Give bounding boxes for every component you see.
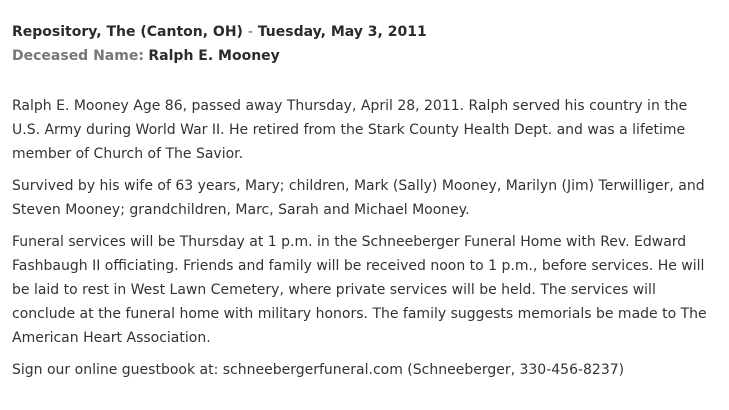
publication-header bbox=[12, 20, 717, 44]
deceased-name-value: Ralph E. Mooney bbox=[148, 48, 280, 64]
publication-date: Tuesday, May 3, 2011 bbox=[257, 24, 427, 40]
deceased-name-line bbox=[12, 44, 717, 68]
publication-name: Repository, The (Canton, OH) bbox=[12, 24, 243, 40]
deceased-name-label: Deceased Name: bbox=[12, 48, 144, 64]
obituary-paragraph-2: Survived by his wife of 63 years, Mary; children, Mark (Sally) Mooney, Marilyn (Jim) Terwilliger, and Steven Mooney; grandchildren, Marc, Sarah and Michael Mooney. bbox=[12, 178, 705, 218]
obituary-paragraph-1: Ralph E. Mooney Age 86, passed away Thursday, April 28, 2011. Ralph served his country in the U.S. Army during World War II. He retired from the Stark County Health Dept. and was a lifetime member of Church of The Savior. bbox=[12, 98, 688, 162]
header-separator: - bbox=[247, 24, 253, 40]
guestbook-line: Sign our online guestbook at: schneebergerfuneral.com (Schneeberger, 330-456-8237) bbox=[12, 362, 625, 378]
obituary-paragraph-3: Funeral services will be Thursday at 1 p.m. in the Schneeberger Funeral Home with Rev. Edward Fashbaugh II officiating. Friends and family will be received noon to 1 p.m., before services. He will be laid to rest in West Lawn Cemetery, where private services will be held. The services will conclude at the funeral home with military honors. The family suggests memorials be made to The American Heart Association. bbox=[12, 234, 707, 346]
